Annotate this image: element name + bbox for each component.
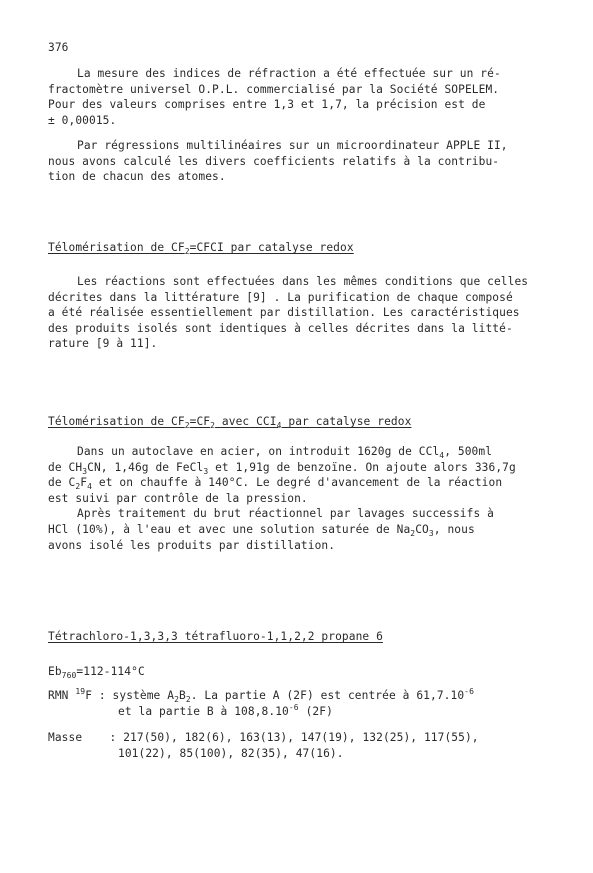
- text-line: nous avons calculé les divers coefficients relatifs à la contribu-: [48, 154, 500, 168]
- text-line: Masse : 217(50), 182(6), 163(13), 147(19), 132(25), 117(55),: [48, 731, 479, 744]
- compound-heading: Tétrachloro-1,3,3,3 tétrafluoro-1,1,2,2 propane 6: [48, 630, 383, 643]
- text-line: a été réalisée essentiellement par distillation. Les caractéristiques: [48, 306, 520, 320]
- section-1-paragraph: [48, 274, 528, 352]
- text-line: Par régressions multilinéaires sur un microordinateur APPLE II,: [77, 139, 508, 152]
- section-heading-cf2cf2-ccl4: Télomérisation de $CF_2=CF_2$ avec $CCI_4$ par catalyse redox: [48, 415, 412, 430]
- text-line: décrites dans la littérature [9] . La purification de chaque composé: [48, 290, 513, 304]
- section-2-paragraph: [48, 444, 516, 553]
- text-line: RMN $^{19}$F : système $A_2B_2$. La partie A (2F) est centrée à $61,7.10^{-6}$: [48, 687, 475, 704]
- text-line: HCl (10%), à l'eau et avec une solution saturée de $Na_2CO_3$, nous: [48, 522, 475, 538]
- text-line: Pour des valeurs comprises entre 1,3 et 1,7, la précision est de: [48, 98, 486, 112]
- text-line: ± 0,00015.: [48, 113, 117, 127]
- text-line: des produits isolés sont identiques à celles décrites dans la litté-: [48, 321, 513, 335]
- text-line: La mesure des indices de réfraction a été effectuée sur un ré-: [77, 67, 501, 80]
- text-line: Les réactions sont effectuées dans les mêmes conditions que celles: [77, 275, 529, 288]
- intro-paragraph-1: [48, 66, 501, 128]
- boiling-point: $Eb_{760}=112-114^\circ C$: [48, 665, 145, 680]
- mass-spectrum-data: [48, 730, 479, 761]
- text-line: 101(22), 85(100), 82(35), 47(16).: [118, 746, 344, 760]
- text-line: de $CH_3CN$, 1,46g de FeCl$_3$ et 1,91g de benzoïne. On ajoute alors 336,7g: [48, 460, 516, 476]
- text-line: et la partie B à $108,8.10^{-6}$ (2F): [118, 702, 333, 718]
- text-line: tion de chacun des atomes.: [48, 170, 226, 184]
- text-line: fractomètre universel O.P.L. commercialisé par la Société SOPELEM.: [48, 82, 500, 96]
- text-line: de $C_2F_4$ et on chauffe à 140°C. Le degré d'avancement de la réaction: [48, 476, 503, 492]
- text-line: rature [9 à 11].: [48, 337, 158, 351]
- page-number: 376: [48, 41, 69, 54]
- text-line: Après traitement du brut réactionnel par lavages successifs à: [77, 507, 494, 521]
- intro-paragraph-2: [48, 138, 508, 185]
- text-line: Dans un autoclave en acier, on introduit 1620g de CCl$_4$, 500ml: [77, 445, 493, 460]
- nmr-data: [48, 688, 474, 719]
- text-line: avons isolé les produits par distillation.: [48, 538, 336, 552]
- section-heading-cf2cfci: Télomérisation de $CF_2=CFCI$ par catalyse redox: [48, 241, 354, 256]
- text-line: est suivi par contrôle de la pression.: [48, 491, 308, 505]
